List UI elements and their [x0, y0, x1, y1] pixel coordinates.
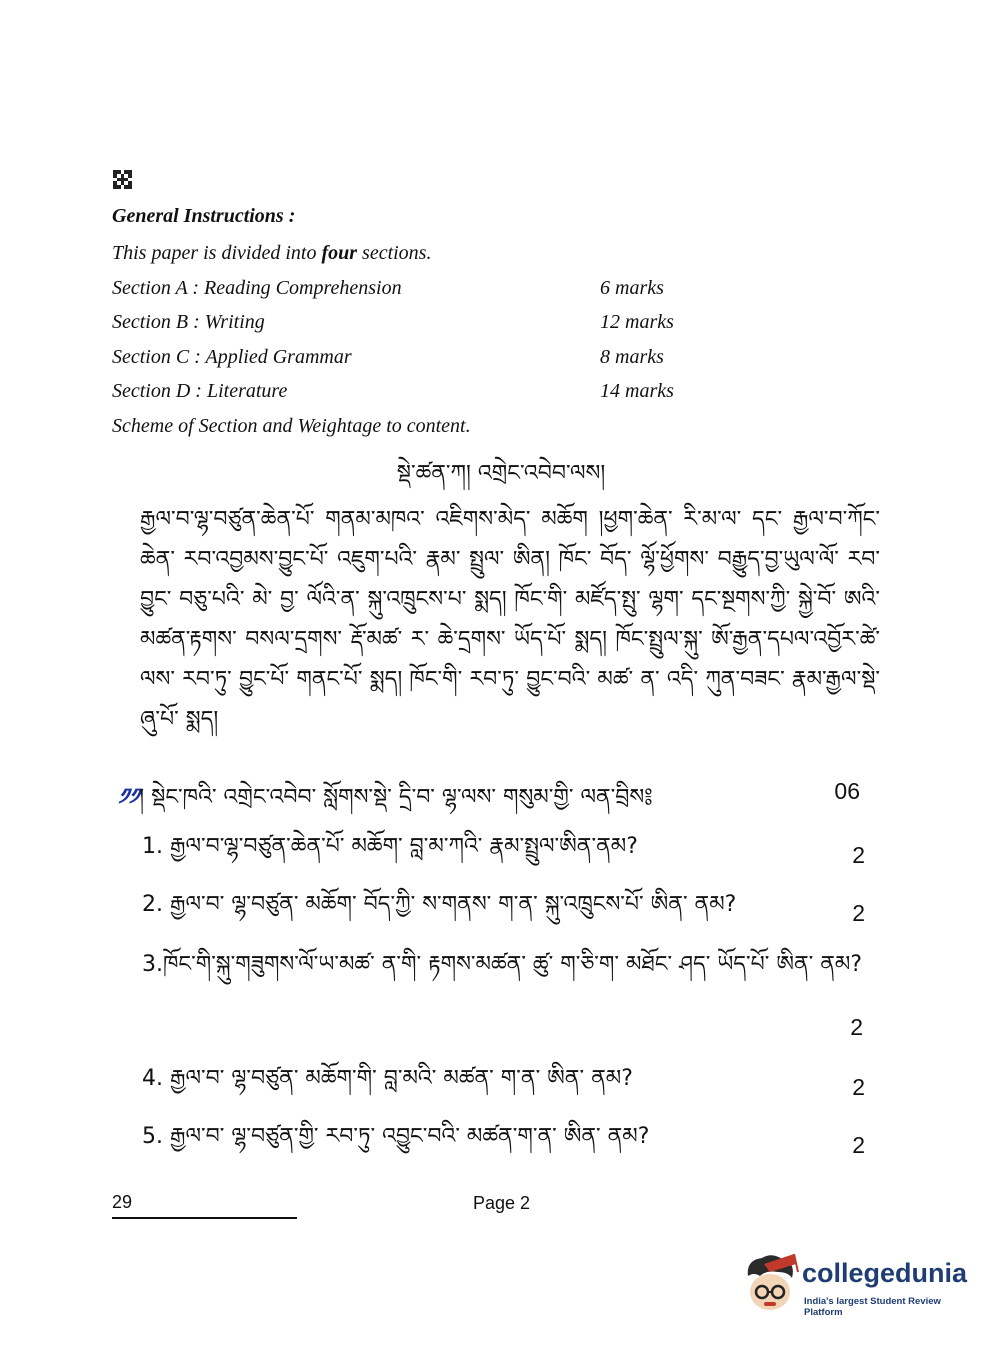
section-row	[112, 276, 732, 311]
section-marks: 12 marks	[600, 311, 674, 333]
question-heading-marks: 06	[834, 778, 860, 804]
question-item	[142, 888, 877, 926]
page-number: Page 2	[473, 1193, 531, 1213]
question-text: 5. རྒྱལ་བ་ ལྷ་བཙུན་གྱི་ རབ་ཏུ་ འབྱུང་བའི་ མཚན་ག་ན་ ཨིན་ ནམ?	[142, 1124, 650, 1149]
question-heading	[118, 772, 878, 812]
instructions-intro	[112, 241, 732, 276]
section-marks: 6 marks	[600, 276, 664, 299]
qr-code-icon	[113, 170, 132, 189]
mascot-icon	[742, 1250, 800, 1316]
section-row	[112, 310, 732, 345]
question-marks: 2	[850, 1014, 863, 1040]
collegedunia-logo[interactable]	[742, 1250, 972, 1316]
section-name: Section B : Writing	[112, 311, 265, 333]
intro-bold-text: four	[321, 242, 358, 264]
question-text: 1. རྒྱལ་བ་ལྷ་བཙུན་ཆེན་པོ་ མཆོག་ བླ་མ་ཀའི་ རྣམ་སྤྲུལ་ཨིན་ནམ?	[142, 834, 638, 859]
reading-passage: རྒྱལ་བ་ལྷ་བཙུན་ཆེན་པོ་ གནམ་མཁའ་ འཇིགས་མེད་ མཆོག །ཕྱག་ཆེན་ རི་མ་ལ་ དང་ རྒྱལ་བ་ཀོང་ཆེན་ རབ་འབྱམས་བྱུང་པོ་ འཇུག་པའི་ རྣམ་ སྤྲུལ་ ཨིན། ཁོང་ བོད་ ལྷོ་ཕྱོགས་ བརྒྱུད་བྱ་ཡུལ་ལོ་ རབ་བྱུང་ བཅུ་པའི་ མེ་ བྱ་ ལོའི་ན་ སྐུ་འཁྲུངས་པ་ སྨད། ཁོང་གི་ མཛོད་སྤུ་ ལྷག་ དང་སྔགས་ཀྱི་ སྐྱེ་བོ་ ཨའི་ མཚན་རྟགས་ བསལ་དྲགས་ རྡོ་མཚ་ ར་ ཆེ་དྲགས་ ཡོད་པོ་ སྨད། ཁོང་སྤྲུལ་སྐུ་ ཨོ་རྒྱན་དཔལ་འབྱོར་ཚེ་ ལས་ རབ་ཏུ་ བྱུང་པོ་ གནང་པོ་ སྨད། ཁོང་གི་ རབ་ཏུ་ བྱུང་བའི་ མཚ་ ན་ འདི་ ཀུན་བཟང་ རྣམ་རྒྱལ་སྡེ་ཞུ་པོ་ སྨད།	[140, 507, 880, 732]
question-item	[142, 1062, 877, 1100]
logo-tagline: India's largest Student Review Platform	[804, 1296, 941, 1318]
general-instructions	[112, 204, 732, 448]
section-name: Section C : Applied Grammar	[112, 345, 352, 368]
question-number: ༡༡	[118, 785, 140, 810]
question-marks: 2	[852, 900, 865, 926]
question-text: 3.ཁོང་གི་སྐུ་གཟུགས་ལོ་ཡ་མཚ་ ན་གི་ རྟགས་མཚན་ ཚུ་ ག་ཅི་ག་ མཐོང་ ཤད་ ཡོད་པོ་ ཨིན་ ནམ?	[142, 952, 863, 977]
section-title: སྡེ་ཚན་ཀ། འགྲེང་འབེབ་ལས།	[396, 461, 606, 486]
question-text: 4. རྒྱལ་བ་ ལྷ་བཙུན་ མཆོག་གི་ བླ་མའི་ མཚན་ ག་ན་ ཨིན་ ནམ?	[142, 1066, 633, 1091]
instructions-heading: General Instructions :	[112, 205, 296, 227]
question-marks: 2	[852, 842, 865, 868]
question-marks: 2	[852, 1132, 865, 1158]
section-name: Section A : Reading Comprehension	[112, 276, 402, 299]
logo-brand-text: collegedunia	[802, 1258, 968, 1288]
paper-code: 29	[112, 1192, 297, 1219]
section-row	[112, 379, 732, 414]
intro-text-end: sections.	[357, 242, 432, 264]
section-row	[112, 345, 732, 380]
question-marks: 2	[852, 1074, 865, 1100]
scheme-note: Scheme of Section and Weightage to content.	[112, 414, 471, 437]
question-item	[142, 948, 877, 1038]
question-item	[142, 1120, 877, 1158]
section-marks: 14 marks	[600, 380, 674, 402]
section-marks: 8 marks	[600, 345, 664, 368]
section-name: Section D : Literature	[112, 380, 288, 402]
question-item	[142, 830, 877, 868]
question-text: 2. རྒྱལ་བ་ ལྷ་བཙུན་ མཆོག་ བོད་ཀྱི་ ས་གནས་ ག་ན་ སྐུ་འཁྲུངས་པོ་ ཨིན་ ནམ?	[142, 892, 737, 917]
question-heading-text: ། སྡེང་ཁའི་ འགྲེང་འབེབ་ སློགས་སྡེ་ དྲི་བ་ ལྷ་ལས་ གསུམ་གྱི་ ལན་བྲིས༔	[139, 785, 653, 810]
intro-text: This paper is divided into	[112, 242, 322, 264]
